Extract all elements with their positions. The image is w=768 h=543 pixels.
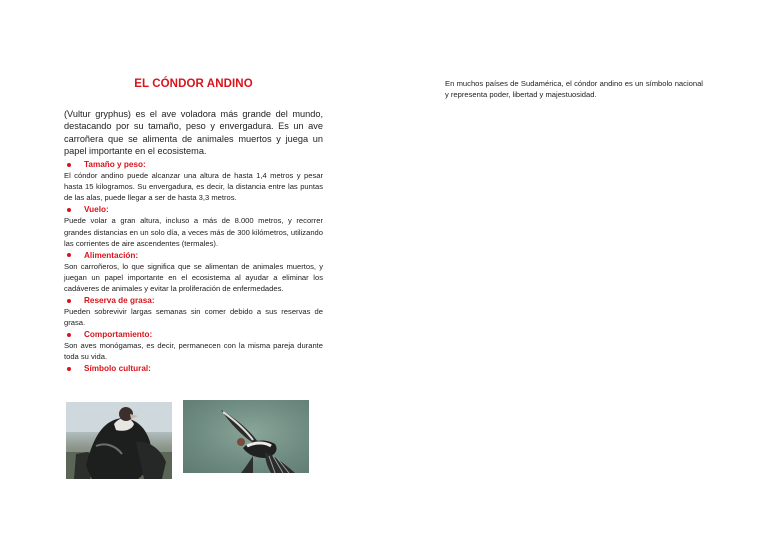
- bullet-icon: [67, 208, 71, 212]
- section-body-behavior: Son aves monógamas, es decir, permanecen con la misma pareja durante toda su vida.: [64, 341, 323, 362]
- bullet-icon: [67, 299, 71, 303]
- section-heading-flight: Vuelo:: [64, 204, 323, 215]
- section-body-fat: Pueden sobrevivir largas semanas sin comer debido a sus reservas de grasa.: [64, 307, 323, 328]
- document-title: EL CÓNDOR ANDINO: [134, 78, 253, 90]
- section-body-food: Son carroñeros, lo que significa que se alimentan de animales muertos, y juegan un papel importante en el ecosistema al ayudar a eliminar los cadáveres de animales y evitar la proliferación de enfermedades.: [64, 261, 323, 293]
- section-body-size: El cóndor andino puede alcanzar una altura de hasta 1,4 metros y pesar hasta 15 kilogramos. Su envergadura, es decir, la distancia entre las puntas de las alas, puede llegar a ser de hasta 3,3 metros.: [64, 171, 323, 203]
- intro-paragraph: (Vultur gryphus) es el ave voladora más grande del mundo, destacando por su tamaño, peso y envergadura. Es un ave carroñera que se alimenta de animales muertos y juega un papel importante en el ecosistema.: [64, 109, 323, 156]
- condor-perched-illustration: [66, 402, 172, 479]
- bullet-icon: [67, 253, 71, 257]
- section-heading-behavior: Comportamiento:: [64, 329, 323, 340]
- condor-perched-photo: [66, 402, 172, 479]
- bullet-icon: [67, 333, 71, 337]
- cultural-symbol-paragraph: En muchos países de Sudamérica, el cóndor andino es un símbolo nacional y representa poder, libertad y majestuosidad.: [445, 79, 703, 100]
- bullet-icon: [67, 367, 71, 371]
- left-column: [64, 78, 323, 374]
- bullet-icon: [67, 163, 71, 167]
- section-heading-culture: Símbolo cultural:: [64, 363, 323, 374]
- section-body-flight: Puede volar a gran altura, incluso a más de 8.000 metros, y recorrer grandes distancias en un solo día, a veces más de 300 kilómetros, utilizando las corrientes de aire ascendentes (termales).: [64, 216, 323, 248]
- right-column: [445, 78, 703, 100]
- section-heading-size: Tamaño y peso:: [64, 159, 323, 170]
- section-heading-food: Alimentación:: [64, 250, 323, 261]
- condor-flight-photo: [183, 400, 309, 473]
- condor-flight-illustration: [183, 400, 309, 473]
- section-heading-fat: Reserva de grasa:: [64, 295, 323, 306]
